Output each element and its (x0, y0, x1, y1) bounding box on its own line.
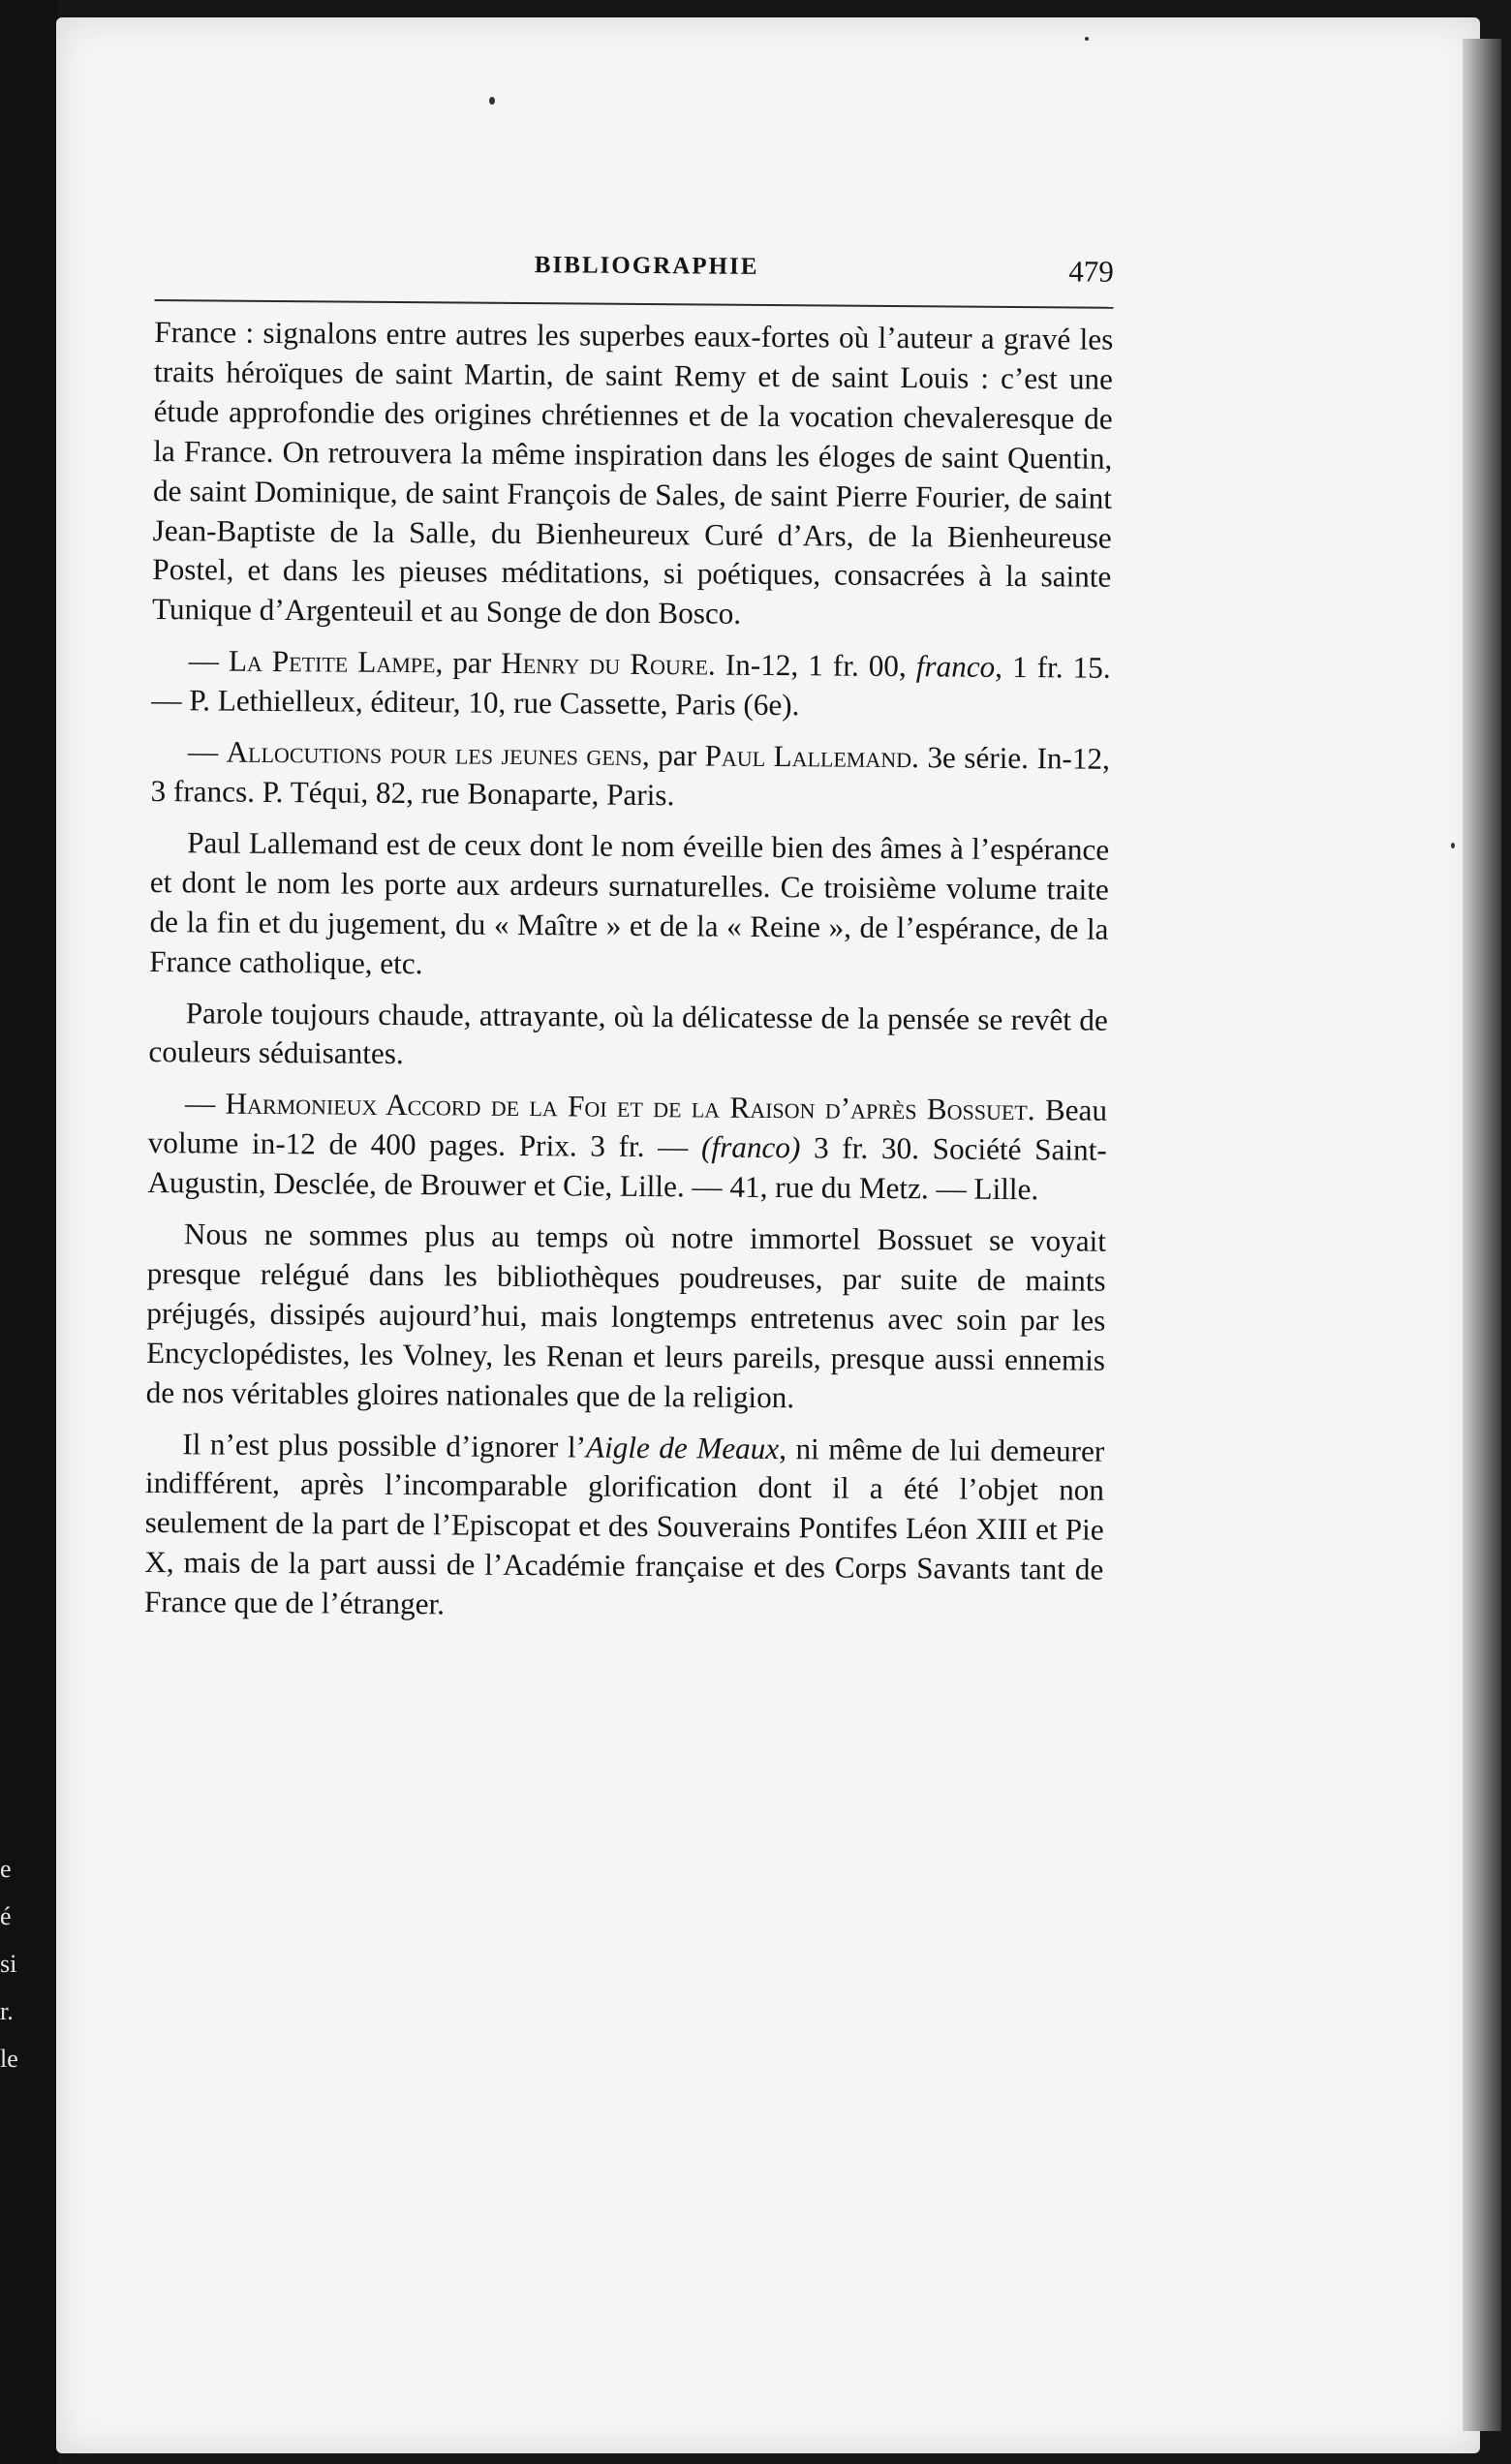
scan-speck (489, 97, 495, 105)
scan-speck (1085, 37, 1089, 41)
margin-letter: é (0, 1902, 12, 1930)
entry-details: , 1 fr. 15. — P. Lethielleux, éditeur, 10, rue Cassette, Paris (6e). (151, 650, 1111, 723)
entry-details: . 3e série. In-12, 3 francs. P. Téqui, 82, rue Bonaparte, Paris. (150, 740, 1111, 813)
margin-letter: si (0, 1950, 17, 1978)
entry-harmonieux-accord (147, 1084, 1107, 1210)
entry-title: Allocutions pour les jeunes gens (226, 734, 643, 773)
entry-author: Henry du Roure (501, 646, 709, 682)
entry-title: Harmonieux Accord de la Foi et de la Raison d’après Bossuet (225, 1086, 1028, 1127)
paragraph-lallemand: Paul Lallemand est de ceux dont le nom éveille bien des âmes à l’espérance et dont le nom les porte aux ardeurs surnaturelles. Ce troisième volume traite de la fin et du jugement, du « Maître » et de la « Reine », de l’espérance, de la France catholique, etc. (149, 825, 1110, 980)
entry-dash: — (188, 643, 230, 678)
running-head: BIBLIOGRAPHIE (534, 252, 759, 280)
entry-by: , par (641, 738, 705, 773)
page-text-block (144, 247, 1114, 1642)
entry-details: . In-12, 1 fr. 00, (707, 647, 916, 684)
entry-dash: — (184, 1086, 226, 1121)
entry-franco: (franco) (700, 1129, 801, 1165)
paragraph-parole: Parole toujours chaude, attrayante, où la délicatesse de la pensée se revêt de couleurs séduisantes. (148, 995, 1108, 1071)
entry-la-petite-lampe (151, 641, 1111, 728)
header-rule (155, 299, 1114, 309)
page-number: 479 (1068, 254, 1114, 289)
margin-letter: e (0, 1855, 12, 1883)
entry-franco: franco (915, 649, 996, 685)
book-title-italic: Aigle de Meaux (585, 1430, 780, 1465)
facing-page-margin-text (0, 1845, 21, 2082)
margin-letter: le (0, 2045, 18, 2073)
entry-details: 3 fr. 30. Société Saint-Augustin, Desclée, de Brouwer et Cie, Lille. — 41, rue du Metz. — Lille. (147, 1130, 1107, 1207)
entry-dash: — (187, 734, 227, 769)
page-stack-edge (1463, 39, 1501, 2431)
facing-page-edge (0, 0, 58, 2464)
entry-author: Paul Lallemand (704, 738, 912, 775)
paragraph-aigle-de-meaux (144, 1425, 1105, 1630)
entry-by: , par (435, 645, 502, 681)
scan-speck (1451, 843, 1455, 848)
entry-title: La Petite Lampe (228, 643, 436, 680)
paragraph-text: Il n’est plus possible d’ignorer l’ (182, 1426, 587, 1464)
paragraph-text: , ni même de lui demeurer indifférent, après l’incomparable glorification dont il a été l’objet non seulement de la part de l’Episcopat et des Souverains Pontifes Léon XIII et Pie X, mais de la part aussi de l’Académie française et des Corps Savants tant de France que de l’étranger. (143, 1431, 1105, 1621)
body-text (144, 313, 1114, 1630)
entry-allocutions (150, 732, 1110, 819)
paragraph-france: France : signalons entre autres les superbes eaux-fortes où l’auteur a gravé les traits héroïques de saint Martin, de saint Remy et de saint Louis : c’est une étude approfondie des origines chrétiennes et de la vocation chevaleresque de la France. On retrouvera la même inspiration dans les éloges de saint Quentin, de saint Dominique, de saint François de Sales, de saint Pierre Fourier, de saint Jean-Baptiste de la Salle, du Bienheureux Curé d’Ars, de la Bienheureuse Postel, et dans les pieuses méditations, si poétiques, consacrées à la sainte Tunique d’Argenteuil et au Songe de don Bosco. (151, 314, 1114, 631)
paragraph-bossuet: Nous ne sommes plus au temps où notre immortel Bossuet se voyait presque relégué dans les bibliothèques poudreuses, par suite de maints préjugés, dissipés aujourd’hui, mais longtemps entretenus avec soin par les Encyclopédistes, les Volney, les Renan et leurs pareils, presque aussi ennemis de nos véritables gloires nationales que de la religion. (145, 1217, 1107, 1414)
margin-letter: r. (0, 1997, 14, 2025)
entry-details: . Beau volume in-12 de 400 pages. Prix. 3 fr. — (147, 1093, 1108, 1164)
page-header (155, 247, 1114, 297)
